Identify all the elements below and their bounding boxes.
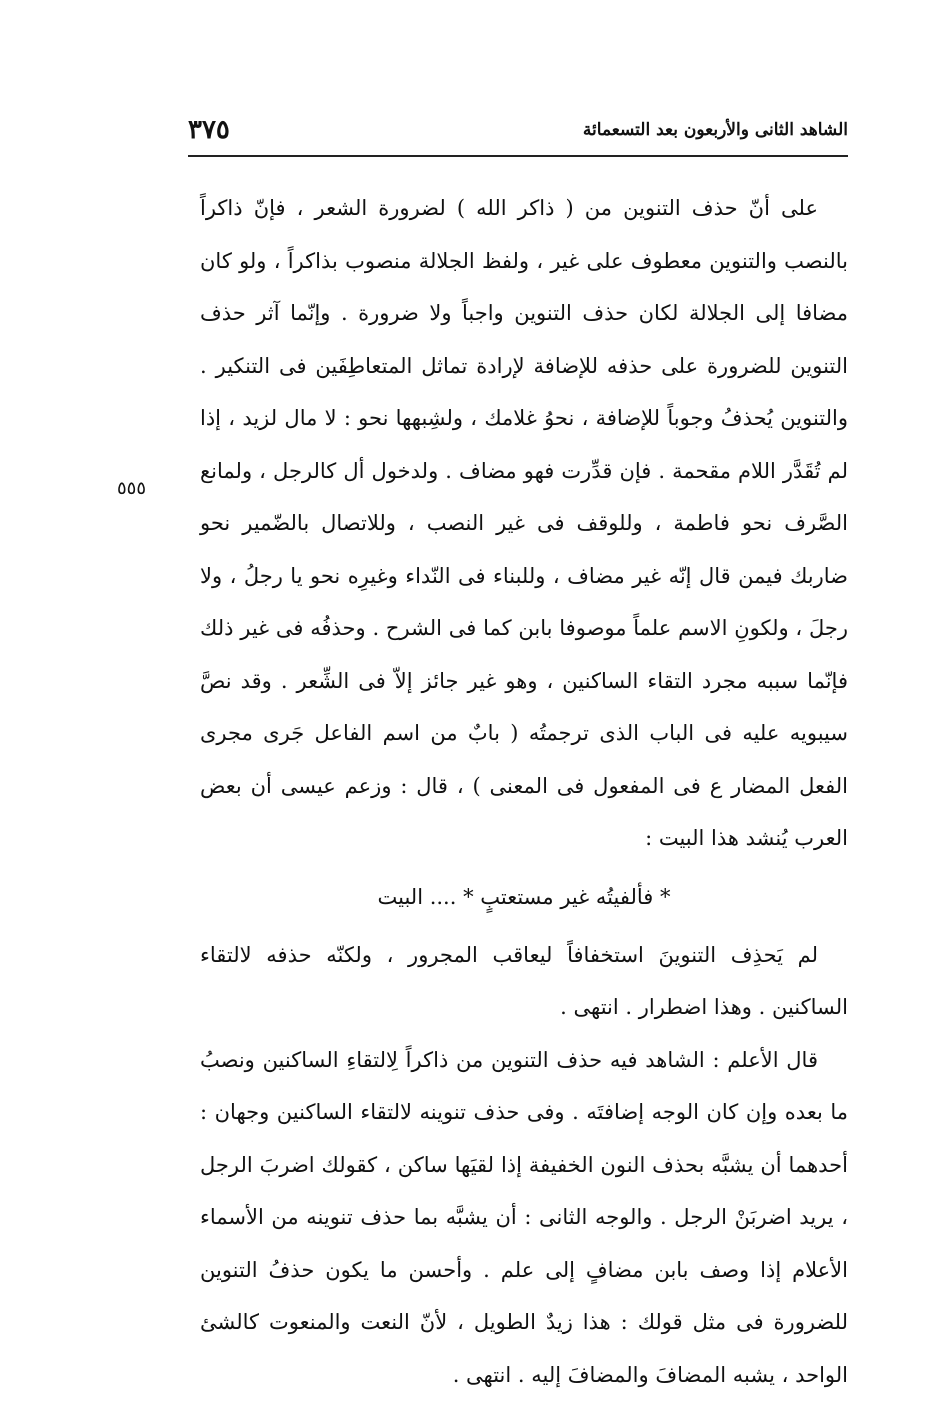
page-number: ٣٧٥ (188, 115, 230, 145)
page-header (188, 112, 848, 148)
header-rule (188, 155, 848, 157)
paragraph-3: قال الأعلم : الشاهد فيه حذف التنوين من ذاكراً لِالتقاءِ الساكنين ونصبُ ما بعده وإن كان الوجه إضافتَه . وفى حذف تنوينه لالتقاء الساكنين وجهان : أحدهما أن يشبَّه بحذف النون الخفيفة إذا لقيَها ساكن ، كقولك اضربَ الرجل ، يريد اضربَنْ الرجل . والوجه الثانى : أن يشبَّه بما حذف تنوينه من الأسماء الأعلام إذا وصف بابن مضافٍ إلى علم . وأحسن ما يكون حذفُ التنوين للضرورة فى مثل قولك : هذا زيدٌ الطويل ، لأنّ النعت والمنعوت كالشئ الواحد ، يشبه المضافَ والمضافَ إليه . انتهى . (200, 1034, 848, 1401)
verse-quote: * فألفيتُه غير مستعتبٍ * .... البيت (200, 865, 848, 929)
margin-note: ٥٥٥ (117, 478, 146, 499)
running-head: الشاهد الثانى والأربعون بعد التسعمائة (583, 120, 848, 140)
page-body (200, 182, 848, 1401)
paragraph-2: لم يَحذِف التنوينَ استخفافاً ليعاقب المجرور ، ولكنّه حذفه لالتقاء الساكنين . وهذا اضطرار . انتهى . (200, 929, 848, 1034)
paragraph-1: على أنّ حذف التنوين من ( ذاكر الله ) لضرورة الشعر ، فإنّ ذاكراً بالنصب والتنوين معطوف على غير ، ولفظ الجلالة منصوب بذاكراً ، ولو كان مضافا إلى الجلالة لكان حذف التنوين واجباً ولا ضرورة . وإنّما آثر حذف التنوين للضرورة على حذفه للإضافة لإرادة تماثل المتعاطِفَين فى التنكير . والتنوين يُحذفُ وجوباً للإضافة ، نحوُ غلامك ، ولشِبهها نحو : لا مال لزيد ، إذا لم تُقَدَّر اللام مقحمة . فإن قدِّرت فهو مضاف . ولدخول أل كالرجل ، ولمانع الصَّرف نحو فاطمة ، وللوقف فى غير النصب ، وللاتصال بالضّمير نحو ضاربك فيمن قال إنّه غير مضاف ، وللبناء فى النّداء وغيرِه نحو يا رجلُ ، ولا رجلَ ، ولكونِ الاسم علماً موصوفا بابن كما فى الشرح . وحذفُه فى غير ذلك فإنّما سببه مجرد التقاء الساكنين ، وهو غير جائز إلاّ فى الشِّعر . وقد نصَّ سيبويه عليه فى الباب الذى ترجمتُه ( بابٌ من اسم الفاعل جَرى مجرى الفعل المضار ع فى المفعول فى المعنى ) ، قال : وزعم عيسى أن بعض العرب يُنشد هذا البيت : (200, 182, 848, 865)
